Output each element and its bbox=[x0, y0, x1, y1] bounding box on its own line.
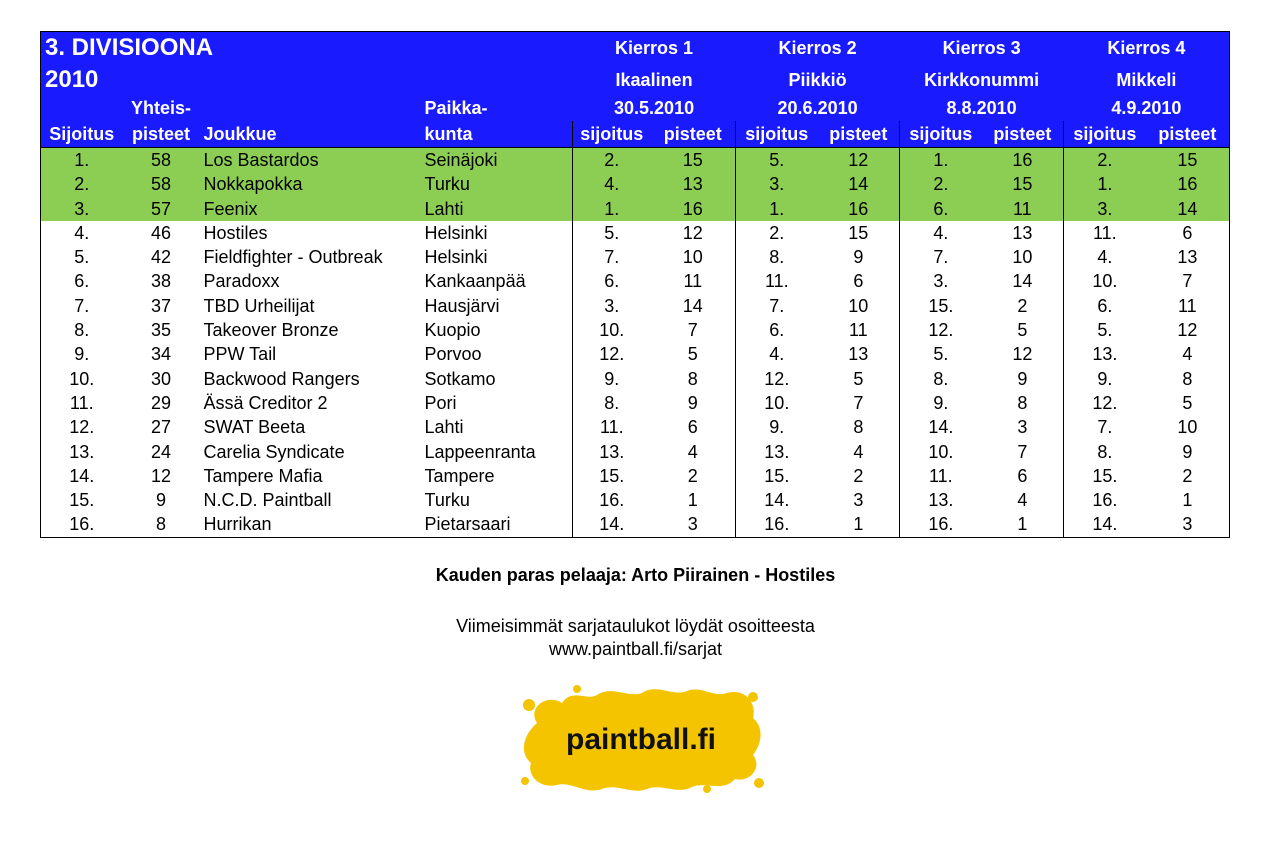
round-3-points-cell: 7 bbox=[1017, 441, 1028, 462]
round-3-points-cell: 9 bbox=[1017, 368, 1028, 389]
round-1-pisteet-header: pisteet bbox=[651, 121, 736, 148]
round-3-points-cell: 3 bbox=[1017, 417, 1028, 438]
round-3-placement-cell: 16. bbox=[900, 512, 982, 537]
round-3-points-cell: 15 bbox=[982, 172, 1064, 196]
round-1-placement-cell: 5. bbox=[573, 221, 651, 245]
round-1-points-cell: 16 bbox=[651, 197, 736, 221]
season-year: 2010 bbox=[41, 64, 573, 96]
team-name-cell: N.C.D. Paintball bbox=[203, 490, 332, 511]
total-points-cell: 29 bbox=[150, 392, 172, 413]
round-1-placement-cell: 12. bbox=[573, 342, 651, 366]
team-name-cell: Nokkapokka bbox=[200, 172, 421, 196]
round-3-placement-cell: 8. bbox=[900, 367, 982, 391]
table-row bbox=[41, 294, 1230, 318]
table-row bbox=[41, 245, 1230, 269]
city-cell: Helsinki bbox=[424, 247, 488, 268]
header-empty bbox=[200, 96, 421, 121]
total-points-cell: 9 bbox=[155, 490, 166, 511]
round-3-placement-cell: 4. bbox=[900, 221, 982, 245]
round-3-points-cell: 4 bbox=[1017, 490, 1028, 511]
round-4-points-cell: 14 bbox=[1146, 197, 1230, 221]
round-3-sijoitus-header: sijoitus bbox=[900, 121, 982, 148]
round-2-points-cell: 12 bbox=[818, 148, 900, 173]
team-name-cell: Hostiles bbox=[203, 222, 268, 243]
round-2-placement-cell: 6. bbox=[736, 318, 818, 342]
total-points-cell: 27 bbox=[150, 417, 172, 438]
placement-cell: 3. bbox=[41, 197, 123, 221]
round-2-date: 20.6.2010 bbox=[736, 96, 900, 121]
round-1-placement-cell: 13. bbox=[573, 440, 651, 464]
header-paikka: Paikka- bbox=[421, 96, 573, 121]
header-yhteis: Yhteis- bbox=[123, 96, 200, 121]
round-4-placement-cell: 11. bbox=[1064, 221, 1146, 245]
round-4-placement-cell: 13. bbox=[1064, 342, 1146, 366]
round-2-placement-cell: 11. bbox=[736, 269, 818, 293]
round-1-place: Ikaalinen bbox=[573, 64, 736, 96]
team-name-cell: Los Bastardos bbox=[200, 148, 421, 173]
total-points-cell: 12 bbox=[150, 465, 172, 486]
total-points-cell: 24 bbox=[150, 441, 172, 462]
round-3-placement-cell: 15. bbox=[900, 294, 982, 318]
round-4-points-cell: 5 bbox=[1182, 392, 1193, 413]
round-3-placement-cell: 14. bbox=[900, 415, 982, 439]
placement-cell: 9. bbox=[74, 344, 90, 365]
round-2-placement-cell: 12. bbox=[736, 367, 818, 391]
placement-cell: 15. bbox=[69, 490, 95, 511]
city-cell: Turku bbox=[421, 172, 573, 196]
round-4-points-cell: 16 bbox=[1146, 172, 1230, 196]
round-3-placement-cell: 6. bbox=[900, 197, 982, 221]
team-name-cell: Carelia Syndicate bbox=[203, 441, 345, 462]
total-points-cell: 34 bbox=[150, 344, 172, 365]
team-name-cell: SWAT Beeta bbox=[203, 417, 306, 438]
round-3-placement-cell: 12. bbox=[900, 318, 982, 342]
city-cell: Kuopio bbox=[424, 320, 481, 341]
round-1-points-cell: 14 bbox=[682, 295, 703, 316]
round-4-points-cell: 7 bbox=[1182, 271, 1193, 292]
total-points-cell: 58 bbox=[123, 148, 200, 173]
total-points-cell: 58 bbox=[123, 172, 200, 196]
table-row bbox=[41, 148, 1230, 173]
team-name-cell: Ässä Creditor 2 bbox=[203, 392, 328, 413]
round-2-points-cell: 10 bbox=[848, 295, 869, 316]
team-name-cell: Feenix bbox=[200, 197, 421, 221]
round-4-placement-cell: 7. bbox=[1064, 415, 1146, 439]
best-player-text: Kauden paras pelaaja: Arto Piirainen - Hostiles bbox=[435, 565, 836, 585]
round-4-points-cell: 13 bbox=[1177, 247, 1198, 268]
table-row bbox=[41, 488, 1230, 512]
paintball-logo bbox=[517, 683, 765, 795]
round-1-placement-cell: 6. bbox=[573, 269, 651, 293]
round-1-placement-cell: 11. bbox=[573, 415, 651, 439]
round-1-points-cell: 6 bbox=[687, 417, 698, 438]
header-empty bbox=[41, 96, 123, 121]
header-kunta: kunta bbox=[421, 121, 573, 148]
round-2-placement-cell: 13. bbox=[736, 440, 818, 464]
round-1-points-cell: 5 bbox=[687, 344, 698, 365]
city-cell: Kankaanpää bbox=[424, 271, 526, 292]
table-row bbox=[41, 440, 1230, 464]
round-1-points-cell: 12 bbox=[682, 222, 703, 243]
round-2-place: Piikkiö bbox=[736, 64, 900, 96]
round-3-placement-cell: 2. bbox=[900, 172, 982, 196]
round-2-points-cell: 7 bbox=[853, 392, 864, 413]
round-3-points-cell: 6 bbox=[1017, 465, 1028, 486]
round-3-points-cell: 11 bbox=[982, 197, 1064, 221]
total-points-cell: 57 bbox=[123, 197, 200, 221]
city-cell: Turku bbox=[424, 490, 470, 511]
round-3-placement-cell: 13. bbox=[900, 488, 982, 512]
round-2-points-cell: 16 bbox=[818, 197, 900, 221]
round-2-points-cell: 5 bbox=[853, 368, 864, 389]
placement-cell: 16. bbox=[69, 514, 95, 535]
info-text: Viimeisimmät sarjataulukot löydät osoitteesta bbox=[456, 616, 815, 636]
round-2-points-cell: 3 bbox=[853, 490, 864, 511]
placement-cell: 11. bbox=[69, 392, 94, 413]
total-points-cell: 30 bbox=[150, 368, 172, 389]
round-3-points-cell: 16 bbox=[982, 148, 1064, 173]
round-4-placement-cell: 12. bbox=[1064, 391, 1146, 415]
round-4-placement-cell: 4. bbox=[1064, 245, 1146, 269]
round-2-placement-cell: 7. bbox=[736, 294, 818, 318]
round-2-placement-cell: 16. bbox=[736, 512, 818, 537]
round-4-name: Kierros 4 bbox=[1064, 32, 1230, 65]
city-cell: Porvoo bbox=[424, 344, 482, 365]
placement-cell: 14. bbox=[69, 465, 95, 486]
round-1-placement-cell: 3. bbox=[573, 294, 651, 318]
round-2-points-cell: 13 bbox=[848, 344, 869, 365]
round-4-sijoitus-header: sijoitus bbox=[1064, 121, 1146, 148]
header-sijoitus: Sijoitus bbox=[41, 121, 123, 148]
round-3-placement-cell: 1. bbox=[900, 148, 982, 173]
round-1-points-cell: 4 bbox=[687, 441, 698, 462]
placement-cell: 1. bbox=[41, 148, 123, 173]
round-4-date: 4.9.2010 bbox=[1064, 96, 1230, 121]
round-4-placement-cell: 8. bbox=[1064, 440, 1146, 464]
round-2-placement-cell: 9. bbox=[736, 415, 818, 439]
team-name-cell: Takeover Bronze bbox=[203, 320, 339, 341]
round-2-name: Kierros 2 bbox=[736, 32, 900, 65]
round-1-points-cell: 11 bbox=[683, 271, 703, 292]
round-4-placement-cell: 5. bbox=[1064, 318, 1146, 342]
round-4-points-cell: 9 bbox=[1182, 441, 1193, 462]
website-url: www.paintball.fi/sarjat bbox=[548, 639, 723, 659]
total-points-cell: 42 bbox=[150, 247, 172, 268]
round-3-points-cell: 13 bbox=[1012, 222, 1033, 243]
round-1-placement-cell: 2. bbox=[573, 148, 651, 173]
round-3-points-cell: 14 bbox=[1012, 271, 1033, 292]
round-1-points-cell: 3 bbox=[687, 514, 698, 535]
total-points-cell: 8 bbox=[155, 514, 166, 535]
round-1-points-cell: 8 bbox=[687, 368, 698, 389]
table-row bbox=[41, 415, 1230, 439]
round-2-placement-cell: 15. bbox=[736, 464, 818, 488]
round-1-placement-cell: 7. bbox=[573, 245, 651, 269]
round-2-placement-cell: 5. bbox=[736, 148, 818, 173]
round-2-points-cell: 14 bbox=[818, 172, 900, 196]
round-3-placement-cell: 9. bbox=[900, 391, 982, 415]
table-row bbox=[41, 464, 1230, 488]
round-1-points-cell: 2 bbox=[687, 465, 698, 486]
team-name-cell: TBD Urheilijat bbox=[203, 295, 315, 316]
round-3-placement-cell: 11. bbox=[900, 464, 982, 488]
team-name-cell: PPW Tail bbox=[203, 344, 277, 365]
header-row-places bbox=[41, 64, 1230, 96]
table-row bbox=[41, 197, 1230, 221]
placement-cell: 2. bbox=[41, 172, 123, 196]
city-cell: Lahti bbox=[424, 417, 464, 438]
header-row-columns bbox=[41, 121, 1230, 148]
round-4-points-cell: 1 bbox=[1182, 490, 1193, 511]
round-2-placement-cell: 1. bbox=[736, 197, 818, 221]
table-row bbox=[41, 391, 1230, 415]
total-points-cell: 46 bbox=[150, 222, 172, 243]
placement-cell: 5. bbox=[74, 247, 90, 268]
round-1-points-cell: 13 bbox=[651, 172, 736, 196]
round-1-placement-cell: 16. bbox=[573, 488, 651, 512]
placement-cell: 4. bbox=[74, 222, 90, 243]
round-3-points-cell: 12 bbox=[1012, 344, 1033, 365]
round-4-placement-cell: 15. bbox=[1064, 464, 1146, 488]
round-4-placement-cell: 3. bbox=[1064, 197, 1146, 221]
city-cell: Helsinki bbox=[424, 222, 488, 243]
table-row bbox=[41, 172, 1230, 196]
round-3-points-cell: 10 bbox=[1012, 247, 1033, 268]
round-4-pisteet-header: pisteet bbox=[1146, 121, 1230, 148]
round-2-points-cell: 15 bbox=[848, 222, 869, 243]
round-1-points-cell: 1 bbox=[687, 490, 698, 511]
round-2-points-cell: 6 bbox=[853, 271, 864, 292]
round-3-place: Kirkkonummi bbox=[900, 64, 1064, 96]
round-3-placement-cell: 7. bbox=[900, 245, 982, 269]
round-1-placement-cell: 4. bbox=[573, 172, 651, 196]
city-cell: Tampere bbox=[424, 465, 495, 486]
round-3-pisteet-header: pisteet bbox=[982, 121, 1064, 148]
header-pisteet: pisteet bbox=[123, 121, 200, 148]
round-3-placement-cell: 10. bbox=[900, 440, 982, 464]
placement-cell: 6. bbox=[74, 271, 90, 292]
round-3-date: 8.8.2010 bbox=[900, 96, 1064, 121]
round-4-points-cell: 6 bbox=[1182, 222, 1193, 243]
round-2-placement-cell: 8. bbox=[736, 245, 818, 269]
team-name-cell: Fieldfighter - Outbreak bbox=[203, 247, 383, 268]
round-4-placement-cell: 14. bbox=[1064, 512, 1146, 537]
round-3-placement-cell: 3. bbox=[900, 269, 982, 293]
round-4-placement-cell: 1. bbox=[1064, 172, 1146, 196]
round-2-points-cell: 1 bbox=[853, 514, 864, 535]
table-row bbox=[41, 318, 1230, 342]
round-3-placement-cell: 5. bbox=[900, 342, 982, 366]
division-title: 3. DIVISIOONA bbox=[41, 32, 573, 65]
round-4-points-cell: 3 bbox=[1182, 514, 1193, 535]
round-2-placement-cell: 4. bbox=[736, 342, 818, 366]
round-4-placement-cell: 6. bbox=[1064, 294, 1146, 318]
header-row-rounds bbox=[41, 32, 1230, 65]
placement-cell: 13. bbox=[69, 441, 95, 462]
round-2-placement-cell: 2. bbox=[736, 221, 818, 245]
placement-cell: 7. bbox=[74, 295, 90, 316]
round-1-placement-cell: 15. bbox=[573, 464, 651, 488]
round-3-points-cell: 1 bbox=[1017, 514, 1028, 535]
round-1-points-cell: 9 bbox=[687, 392, 698, 413]
round-3-name: Kierros 3 bbox=[900, 32, 1064, 65]
round-4-points-cell: 11 bbox=[1178, 295, 1197, 316]
table-row bbox=[41, 221, 1230, 245]
standings-table bbox=[40, 31, 1230, 538]
city-cell: Pietarsaari bbox=[424, 514, 511, 535]
round-4-points-cell: 2 bbox=[1182, 465, 1193, 486]
team-name-cell: Paradoxx bbox=[203, 271, 280, 292]
round-4-placement-cell: 2. bbox=[1064, 148, 1146, 173]
round-4-points-cell: 15 bbox=[1146, 148, 1230, 173]
round-4-points-cell: 10 bbox=[1177, 417, 1198, 438]
round-1-placement-cell: 10. bbox=[573, 318, 651, 342]
round-4-place: Mikkeli bbox=[1064, 64, 1230, 96]
round-1-placement-cell: 9. bbox=[573, 367, 651, 391]
round-1-placement-cell: 8. bbox=[573, 391, 651, 415]
round-2-points-cell: 8 bbox=[853, 417, 864, 438]
total-points-cell: 35 bbox=[150, 320, 172, 341]
round-2-placement-cell: 14. bbox=[736, 488, 818, 512]
round-1-points-cell: 7 bbox=[687, 320, 698, 341]
round-4-points-cell: 12 bbox=[1177, 320, 1198, 341]
total-points-cell: 38 bbox=[150, 271, 172, 292]
round-4-points-cell: 8 bbox=[1182, 368, 1193, 389]
table-row bbox=[41, 269, 1230, 293]
round-2-points-cell: 2 bbox=[853, 465, 864, 486]
round-2-points-cell: 9 bbox=[853, 247, 864, 268]
round-4-placement-cell: 16. bbox=[1064, 488, 1146, 512]
round-1-date: 30.5.2010 bbox=[573, 96, 736, 121]
table-row bbox=[41, 367, 1230, 391]
round-4-points-cell: 4 bbox=[1182, 344, 1193, 365]
round-2-placement-cell: 3. bbox=[736, 172, 818, 196]
city-cell: Lahti bbox=[421, 197, 573, 221]
round-2-sijoitus-header: sijoitus bbox=[736, 121, 818, 148]
city-cell: Sotkamo bbox=[424, 368, 496, 389]
round-1-placement-cell: 14. bbox=[573, 512, 651, 537]
team-name-cell: Hurrikan bbox=[203, 514, 272, 535]
logo-text: paintball.fi bbox=[566, 723, 716, 756]
total-points-cell: 37 bbox=[150, 295, 172, 316]
city-cell: Hausjärvi bbox=[424, 295, 500, 316]
placement-cell: 12. bbox=[69, 417, 95, 438]
round-4-placement-cell: 10. bbox=[1064, 269, 1146, 293]
round-1-points-cell: 15 bbox=[651, 148, 736, 173]
placement-cell: 10. bbox=[69, 368, 95, 389]
round-2-placement-cell: 10. bbox=[736, 391, 818, 415]
team-name-cell: Backwood Rangers bbox=[203, 368, 360, 389]
team-name-cell: Tampere Mafia bbox=[203, 465, 323, 486]
table-row bbox=[41, 512, 1230, 537]
round-4-placement-cell: 9. bbox=[1064, 367, 1146, 391]
placement-cell: 8. bbox=[74, 320, 90, 341]
round-3-points-cell: 8 bbox=[1017, 392, 1028, 413]
round-1-name: Kierros 1 bbox=[573, 32, 736, 65]
table-row bbox=[41, 342, 1230, 366]
round-1-placement-cell: 1. bbox=[573, 197, 651, 221]
city-cell: Lappeenranta bbox=[424, 441, 536, 462]
round-3-points-cell: 2 bbox=[1017, 295, 1028, 316]
round-2-points-cell: 4 bbox=[853, 441, 864, 462]
round-2-points-cell: 11 bbox=[848, 320, 868, 341]
round-1-points-cell: 10 bbox=[682, 247, 703, 268]
round-2-pisteet-header: pisteet bbox=[818, 121, 900, 148]
header-joukkue: Joukkue bbox=[200, 121, 421, 148]
header-row-dates bbox=[41, 96, 1230, 121]
round-1-sijoitus-header: sijoitus bbox=[573, 121, 651, 148]
city-cell: Pori bbox=[424, 392, 457, 413]
round-3-points-cell: 5 bbox=[1017, 320, 1028, 341]
city-cell: Seinäjoki bbox=[421, 148, 573, 173]
